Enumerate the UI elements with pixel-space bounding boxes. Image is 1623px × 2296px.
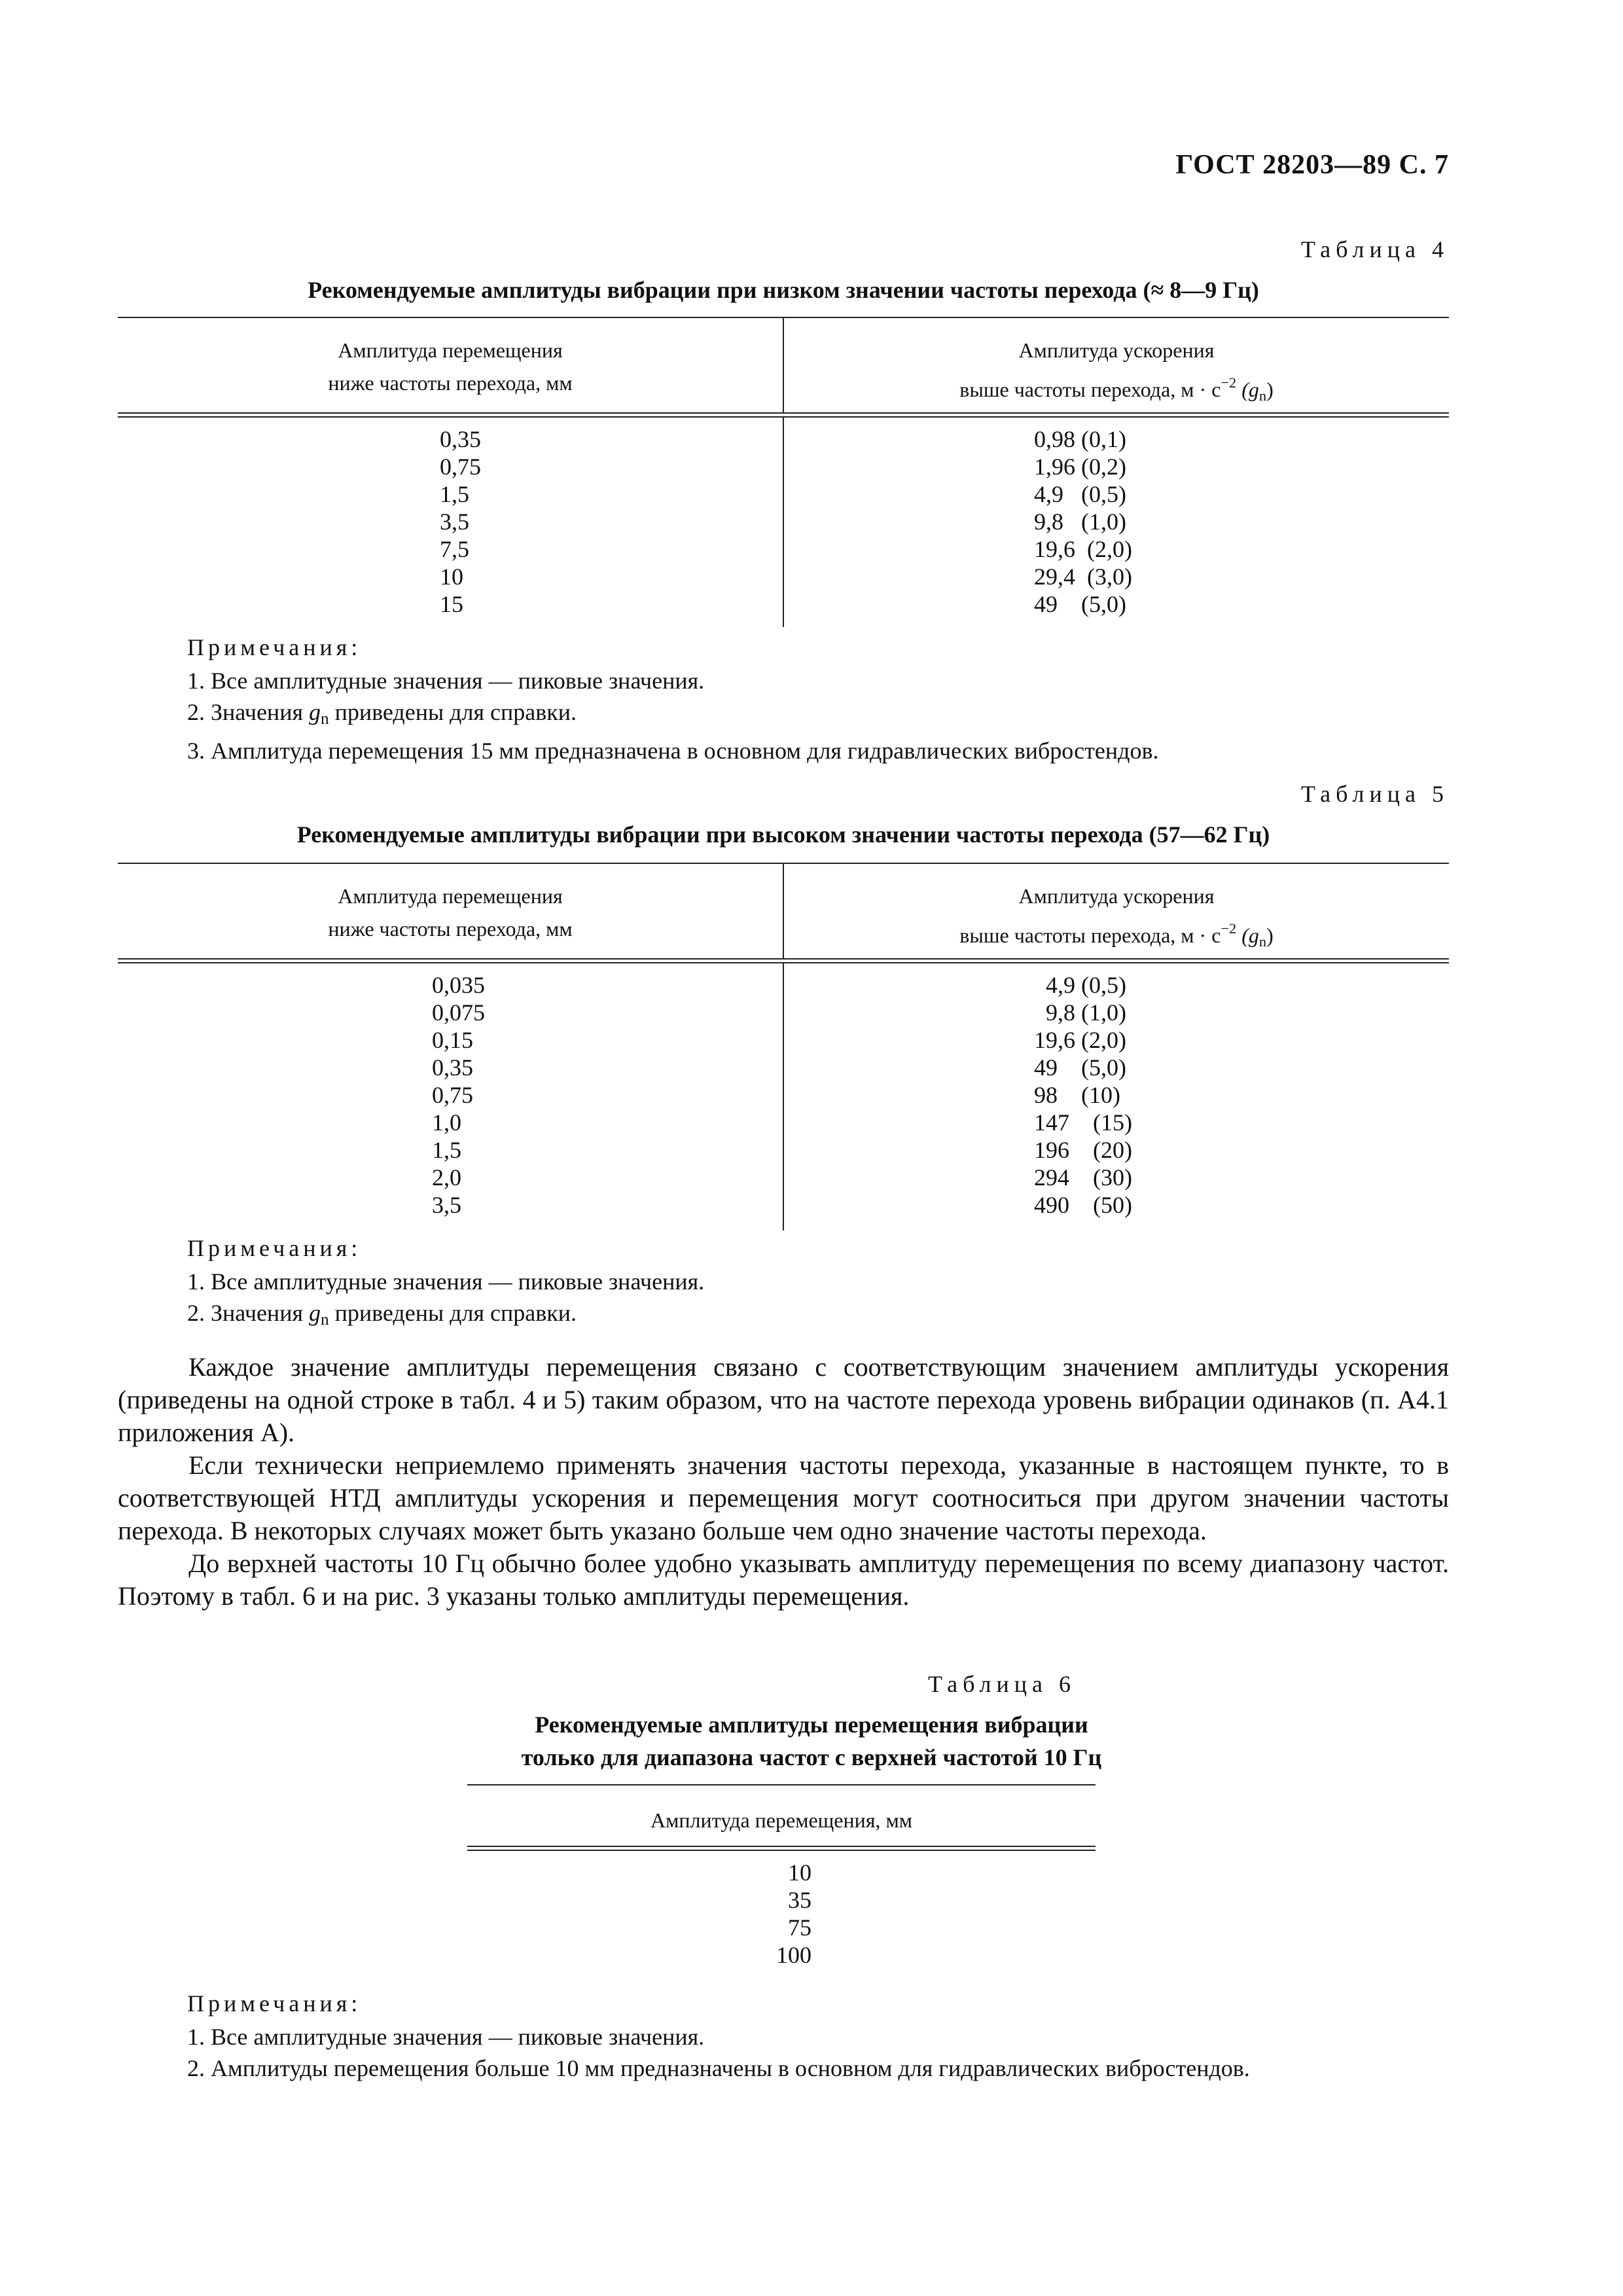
table-cell: 3,5 <box>440 509 469 535</box>
table-cell: 75 <box>788 1914 812 1941</box>
table-cell: 294 (30) <box>1034 1164 1132 1191</box>
table4-col1-header: Амплитуда перемещения ниже частоты перехода, мм <box>328 338 573 395</box>
table6-caption: Рекомендуемые амплитуды перемещения вибрации только для диапазона частот с верхней частотой 10 Гц <box>521 1712 1102 1770</box>
table-cell: 98 (10) <box>1034 1082 1120 1108</box>
note-item: 1. Все амплитудные значения — пиковые значения. <box>187 1268 705 1295</box>
table6-notes-heading: Примечания: <box>187 1990 362 2017</box>
table-cell: 9,8 (1,0) <box>1034 509 1126 535</box>
table-cell: 1,96 (0,2) <box>1034 454 1126 480</box>
note-item: 1. Все амплитудные значения — пиковые значения. <box>187 2024 705 2050</box>
table-cell: 490 (50) <box>1034 1192 1132 1218</box>
table-cell: 147 (15) <box>1034 1109 1132 1136</box>
table4-col2-header: Амплитуда ускорения выше частоты перехода, $м \cdot с^{-2}$ $(g_n)$ <box>959 338 1274 404</box>
table6-notes <box>187 2021 1250 2084</box>
table-cell: 9,8 (1,0) <box>1034 999 1126 1026</box>
table4-notes <box>187 665 1158 766</box>
table4-col2-values <box>1034 425 1132 618</box>
table5-notes-heading: Примечания: <box>187 1235 362 1261</box>
table5-col2-values <box>1034 971 1132 1219</box>
table-cell: 0,15 <box>432 1027 473 1053</box>
table6-label: Таблица 6 <box>928 1671 1076 1697</box>
table5-label: Таблица 5 <box>1301 781 1449 807</box>
table-cell: 1,5 <box>432 1137 461 1163</box>
table5-header-rule <box>118 958 1449 963</box>
body-text <box>118 1351 1449 1613</box>
table-cell: 19,6 (2,0) <box>1034 536 1132 562</box>
table-cell: 4,9 (0,5) <box>1034 481 1126 507</box>
table4-header-rule <box>118 412 1449 418</box>
note-item: 2. Значения $g_n$ приведены для справки. <box>187 699 577 728</box>
paragraph: До верхней частоты 10 Гц обычно более удобно указывать амплитуду перемещения по всему диапазону частот. Поэтому в табл. 6 и на рис. 3 указаны только амплитуды перемещения. <box>118 1549 1449 1611</box>
table-cell: 0,35 <box>432 1054 473 1081</box>
table-cell: 7,5 <box>440 536 469 562</box>
table-cell: 3,5 <box>432 1192 461 1218</box>
table5-col1-header: Амплитуда перемещения ниже частоты перехода, мм <box>328 884 573 941</box>
note-item: 3. Амплитуда перемещения 15 мм предназначена в основном для гидравлических вибростендов. <box>187 738 1159 764</box>
table-cell: 1,5 <box>440 481 469 507</box>
table-cell: 196 (20) <box>1034 1137 1132 1163</box>
table-cell: 35 <box>788 1887 812 1913</box>
table5-col1-values <box>432 971 485 1219</box>
table6-col-header: Амплитуда перемещения, мм <box>651 1808 912 1832</box>
table4-col1-values <box>440 425 481 618</box>
table4-body-divider <box>783 418 784 627</box>
table-cell: 49 (5,0) <box>1034 1054 1126 1081</box>
table-cell: 100 <box>776 1942 812 1968</box>
table-cell: 15 <box>440 591 463 617</box>
table-cell: 0,075 <box>432 999 485 1026</box>
table5-body-divider <box>783 963 784 1230</box>
note-item: 1. Все амплитудные значения — пиковые значения. <box>187 668 705 694</box>
table5-notes <box>187 1266 704 1336</box>
table-cell: 4,9 (0,5) <box>1034 972 1126 998</box>
table-cell: 1,0 <box>432 1109 461 1136</box>
page-header: ГОСТ 28203—89 С. 7 <box>1175 150 1449 180</box>
table6-top-rule <box>467 1784 1096 1785</box>
table-cell: 0,98 (0,1) <box>1034 426 1126 452</box>
table-cell: 29,4 (3,0) <box>1034 564 1132 590</box>
table-cell: 19,6 (2,0) <box>1034 1027 1126 1053</box>
table6-header-rule <box>467 1846 1096 1851</box>
table-cell: 0,75 <box>432 1082 473 1108</box>
table-cell: 10 <box>440 564 463 590</box>
table-cell: 10 <box>788 1859 812 1886</box>
table6-values <box>746 1859 812 1969</box>
table5-caption: Рекомендуемые амплитуды вибрации при высоком значении частоты перехода (57—62 Гц) <box>296 821 1270 848</box>
table5-col2-header: Амплитуда ускорения выше частоты перехода, $м \cdot с^{-2}$ $(g_n)$ <box>959 884 1274 950</box>
table4-notes-heading: Примечания: <box>187 634 362 660</box>
table-cell: 49 (5,0) <box>1034 591 1126 617</box>
paragraph: Каждое значение амплитуды перемещения связано с соответствующим значением амплитуды ускорения (приведены на одной строке в табл. 4 и 5) таким образом, что на частоте перехода уровень вибрации одинаков (п. А4.1 приложения А). <box>118 1352 1449 1447</box>
table-cell: 2,0 <box>432 1164 461 1191</box>
note-item: 2. Амплитуды перемещения больше 10 мм предназначены в основном для гидравлических вибростендов. <box>187 2055 1250 2081</box>
table-cell: 0,35 <box>440 426 481 452</box>
table4-caption: Рекомендуемые амплитуды вибрации при низком значении частоты перехода (≈ 8—9 Гц) <box>308 277 1259 303</box>
table-cell: 0,75 <box>440 454 481 480</box>
table4-label: Таблица 4 <box>1301 236 1449 262</box>
paragraph: Если технически неприемлемо применять значения частоты перехода, указанные в настоящем пункте, то в соответствующей НТД амплитуды ускорения и перемещения могут соотноситься при другом значении частоты перехода. В некоторых случаях может быть указано больше чем одно значение частоты перехода. <box>118 1450 1449 1545</box>
table-cell: 0,035 <box>432 972 485 998</box>
note-item: 2. Значения $g_n$ приведены для справки. <box>187 1300 577 1329</box>
